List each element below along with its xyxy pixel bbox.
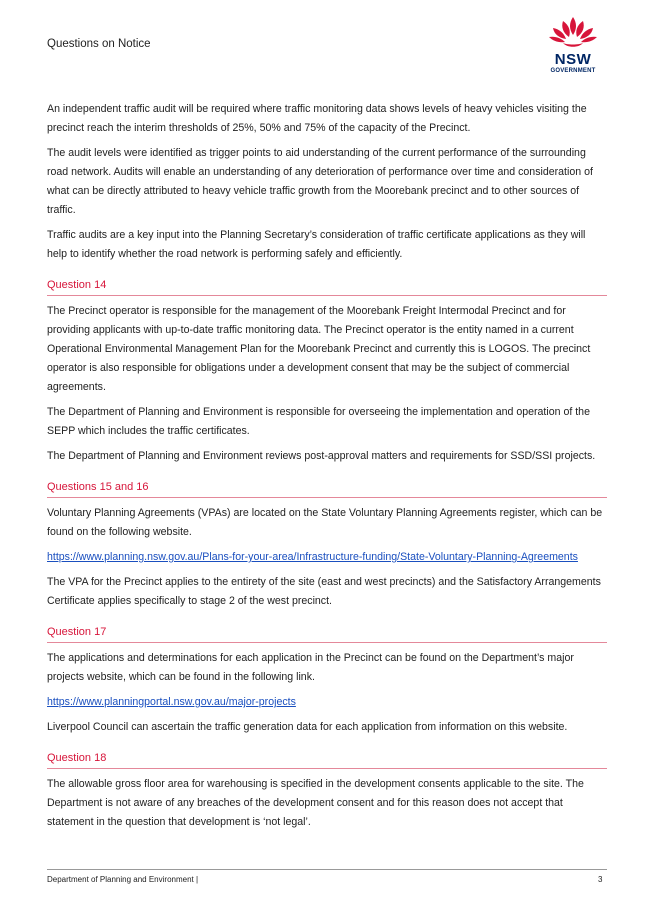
question-17-heading: Question 17 <box>47 625 607 643</box>
header-title: Questions on Notice <box>47 38 151 50</box>
logo-subtitle: GOVERNMENT <box>550 68 596 74</box>
question-14-heading: Question 14 <box>47 278 607 296</box>
questions-15-16-heading: Questions 15 and 16 <box>47 480 607 498</box>
document-body <box>47 100 607 838</box>
q14-paragraph-3: The Department of Planning and Environment reviews post-approval matters and requirements for SSD/SSI projects. <box>47 450 596 462</box>
q15-paragraph-1: Voluntary Planning Agreements (VPAs) are located on the State Voluntary Planning Agreements register, which can be found on the following website. <box>47 507 603 538</box>
intro-paragraph-3: Traffic audits are a key input into the Planning Secretary’s consideration of traffic certificate applications as they will help to identify whether the road network is performing safely and efficiently. <box>47 229 586 260</box>
footer-department: Department of Planning and Environment | <box>47 875 199 884</box>
q17-paragraph-1: The applications and determinations for each application in the Precinct can be found on the Department’s major projects website, which can be found in the following link. <box>47 652 574 683</box>
question-18-heading: Question 18 <box>47 751 607 769</box>
q15-paragraph-2: The VPA for the Precinct applies to the entirety of the site (east and west precincts) and the Satisfactory Arrangements Certificate applies specifically to stage 2 of the west precinct. <box>47 576 601 607</box>
logo-wordmark: NSW <box>554 51 592 68</box>
footer-divider <box>47 869 607 870</box>
vpa-register-link[interactable]: https://www.planning.nsw.gov.au/Plans-for-your-area/Infrastructure-funding/State-Voluntary-Planning-Agreements <box>47 551 578 563</box>
q18-paragraph-1: The allowable gross floor area for warehousing is specified in the development consents applicable to the site. The Department is not aware of any breaches of the development consent and for this reason does not accept that statement in the question that development is ‘not legal’. <box>47 778 584 828</box>
waratah-flower-icon <box>541 15 605 53</box>
major-projects-link[interactable]: https://www.planningportal.nsw.gov.au/major-projects <box>47 696 296 708</box>
q17-paragraph-2: Liverpool Council can ascertain the traffic generation data for each application from information on this website. <box>47 721 568 733</box>
q14-paragraph-1: The Precinct operator is responsible for the management of the Moorebank Freight Intermodal Precinct and for providing applicants with up-to-date traffic monitoring data. The Precinct operator is the entity named in a current Operational Environmental Management Plan for the Moorebank Precinct and currently this is LOGOS. The precinct operator is also responsible for obligations under a development consent that may be the subject of commercial agreements. <box>47 305 591 393</box>
nsw-government-logo <box>541 15 605 79</box>
intro-paragraph-1: An independent traffic audit will be required where traffic monitoring data shows levels of heavy vehicles visiting the precinct reach the interim thresholds of 25%, 50% and 75% of the capacity of the Precinct. <box>47 103 587 134</box>
q14-paragraph-2: The Department of Planning and Environment is responsible for overseeing the implementation and operation of the SEPP which includes the traffic certificates. <box>47 406 590 437</box>
page-number: 3 <box>598 875 603 884</box>
intro-paragraph-2: The audit levels were identified as trigger points to aid understanding of the current performance of the surrounding road network. Audits will enable an understanding of any deterioration of performance over time and consideration of what can be directly attributed to heavy vehicle traffic growth from the Moorebank precinct and to other sources of traffic. <box>47 147 593 216</box>
